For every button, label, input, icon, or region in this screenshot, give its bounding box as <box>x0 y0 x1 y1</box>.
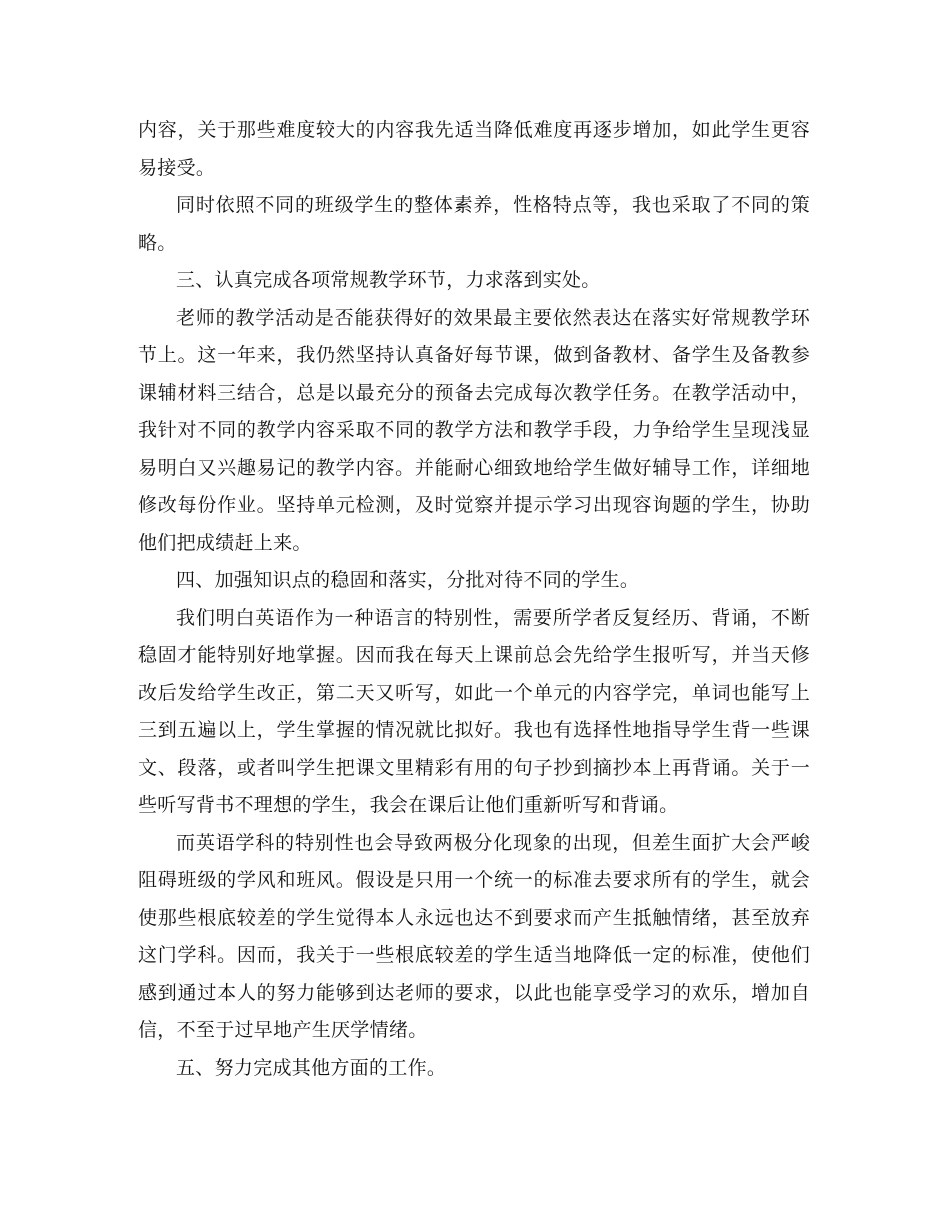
section-heading-4: 四、加强知识点的稳固和落实，分批对待不同的学生。 <box>176 569 640 591</box>
section-heading-5: 五、努力完成其他方面的工作。 <box>176 1056 447 1079</box>
paragraph-polarization: 而英语学科的特别性也会导致两极分化现象的出现，但差生面扩大会严峻阻碍班级的学风和班风。假设是只用一个统一的标准去要求所有的学生，就会使那些根底较差的学生觉得本人永远也达不到要求而产生抵触情绪，甚至放弃这门学科。因而，我关于一些根底较差的学生适当地降低一定的标准，使他们感到通过本人的努力能够到达老师的要求，以此也能享受学习的欢乐，增加自信，不至于过早地产生厌学情绪。 <box>138 831 810 1041</box>
paragraph-dictation: 我们明白英语作为一种语言的特别性，需要所学者反复经历、背诵，不断稳固才能特别好地掌握。因而我在每天上课前总会先给学生报听写，并当天修改后发给学生改正，第二天又听写，如此一个单元的内容学完，单词也能写上三到五遍以上，学生掌握的情况就比拟好。我也有选择性地指导学生背一些课文、段落，或者叫学生把课文里精彩有用的句子抄到摘抄本上再背诵。关于一些听写背书不理想的学生，我会在课后让他们重新听写和背诵。 <box>138 606 810 816</box>
paragraph-strategy: 同时依照不同的班级学生的整体素养，性格特点等，我也采取了不同的策略。 <box>138 194 810 254</box>
paragraph-continuation: 内容，关于那些难度较大的内容我先适当降低难度再逐步增加，如此学生更容易接受。 <box>138 119 810 179</box>
section-heading-3: 三、认真完成各项常规教学环节，力求落到实处。 <box>176 269 601 291</box>
paragraph-routine-teaching: 老师的教学活动是否能获得好的效果最主要依然表达在落实好常规教学环节上。这一年来，我仍然坚持认真备好每节课，做到备教材、备学生及备教参课辅材料三结合，总是以最充分的预备去完成每次教学任务。在教学活动中，我针对不同的教学内容采取不同的教学方法和教学手段，力争给学生呈现浅显易明白又兴趣易记的教学内容。并能耐心细致地给学生做好辅导工作，详细地修改每份作业。坚持单元检测，及时觉察并提示学习出现容询题的学生，协助他们把成绩赶上来。 <box>138 306 810 554</box>
document-body <box>138 112 810 1087</box>
